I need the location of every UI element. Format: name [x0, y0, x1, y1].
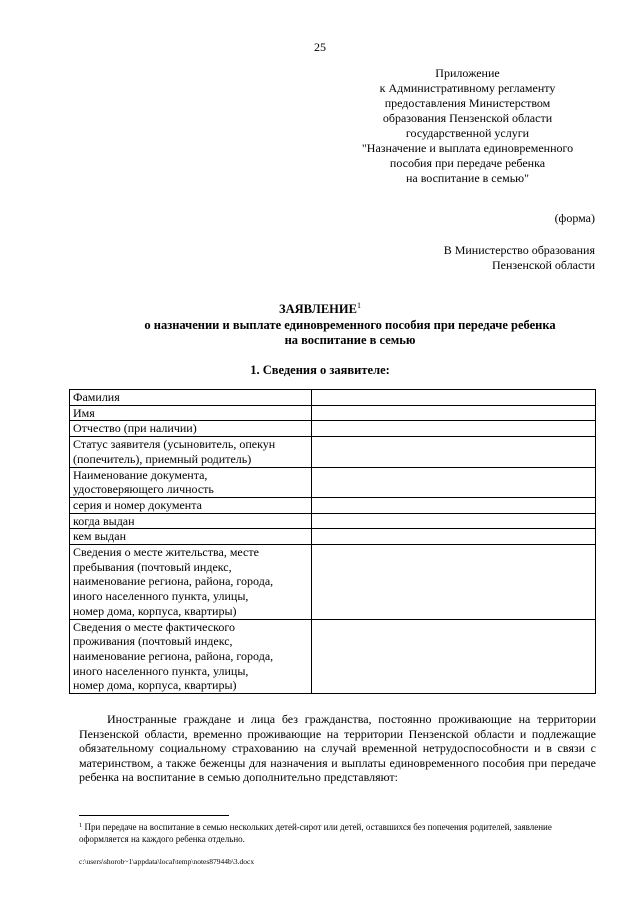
field-value-cell[interactable] [312, 405, 596, 421]
field-label-cell [70, 421, 312, 437]
field-label-cell [70, 405, 312, 421]
field-value-cell[interactable] [312, 421, 596, 437]
field-value-cell[interactable] [312, 619, 596, 694]
title-footnote-ref: 1 [356, 301, 361, 310]
appendix-block [340, 66, 595, 186]
table-row [70, 545, 596, 620]
subtitle-line: на воспитание в семью [284, 333, 416, 347]
appendix-line: образования Пензенской области [382, 111, 553, 125]
appendix-line: "Назначение и выплата единовременного [361, 141, 574, 155]
field-label-line: удостоверяющего личность [73, 482, 214, 497]
field-label-cell [70, 513, 312, 529]
field-value-cell[interactable] [312, 513, 596, 529]
table-row [70, 513, 596, 529]
field-value-cell[interactable] [312, 437, 596, 467]
appendix-line: к Административному регламенту [379, 81, 556, 95]
field-value-cell[interactable] [312, 545, 596, 620]
addressee-line: В Министерство образования [443, 243, 595, 257]
appendix-line: Приложение [435, 66, 500, 80]
addressee-block [380, 243, 595, 273]
appendix-line: предоставления Министерством [384, 96, 551, 110]
field-label-line: Фамилия [73, 390, 120, 404]
footnote-text: При передаче на воспитание в семью нескольких детей-сирот или детей, оставшихся без попечения родителей, заявление оформляется на каждого ребенка отдельно. [79, 822, 552, 844]
field-label-cell [70, 619, 312, 694]
field-label-line: наименование региона, района, города, [73, 648, 274, 663]
field-label-line: Наименование документа, [73, 467, 208, 482]
field-label-cell [70, 390, 312, 406]
field-label-cell [70, 529, 312, 545]
table-row [70, 467, 596, 497]
table-row [70, 497, 596, 513]
footnote-separator [79, 815, 229, 816]
field-label-line: серия и номер документа [73, 497, 202, 512]
field-label-cell [70, 437, 312, 467]
page-number: 25 [314, 40, 326, 54]
field-label-line: номер дома, корпуса, квартиры) [73, 678, 237, 693]
field-value-cell[interactable] [312, 467, 596, 497]
field-label-line: Отчество (при наличии) [73, 421, 197, 436]
field-label-line: наименование региона, района, города, [73, 574, 274, 589]
subtitle-line: о назначении и выплате единовременного пособия при передаче ребенка [144, 318, 556, 332]
table-row [70, 529, 596, 545]
table-row [70, 421, 596, 437]
field-label-line: Сведения о месте жительства, месте [73, 545, 259, 560]
field-label-line: проживания (почтовый индекс, [73, 634, 233, 649]
appendix-line: государственной услуги [405, 126, 530, 140]
addressee-line: Пензенской области [492, 258, 595, 272]
field-label-line: Статус заявителя (усыновитель, опекун [73, 437, 276, 452]
file-path: c:\users\shorob~1\appdata\local\temp\notes87944b\3.docx [79, 857, 255, 866]
section-title: 1. Сведения о заявителе: [250, 363, 390, 377]
footnote-mark: 1 [79, 822, 83, 829]
field-label-cell [70, 497, 312, 513]
field-label-line: когда выдан [73, 513, 135, 528]
field-value-cell[interactable] [312, 529, 596, 545]
appendix-line: на воспитание в семью" [405, 171, 530, 185]
field-value-cell[interactable] [312, 497, 596, 513]
field-label-line: пребывания (почтовый индекс, [73, 559, 232, 574]
field-label-line: Сведения о месте фактического [73, 619, 235, 634]
foreign-citizens-paragraph: Иностранные граждане и лица без гражданства, постоянно проживающие на территории Пензенской области, временно проживающие на территории Пензенской области и подлежащие обязательному социальному страхованию на случай временной нетрудоспособности и в связи с материнством, а также беженцы для назначения и выплаты единовременного пособия при передаче ребенка на воспитание в семью дополнительно представляют: [79, 712, 596, 784]
field-label-cell [70, 545, 312, 620]
table-row [70, 390, 596, 406]
title-text: ЗАЯВЛЕНИЕ [279, 302, 357, 316]
table-row [70, 619, 596, 694]
field-label-line: Имя [73, 405, 95, 420]
footnote [79, 820, 599, 845]
appendix-line: пособия при передаче ребенка [389, 156, 546, 170]
document-title [0, 301, 640, 317]
field-label-cell [70, 467, 312, 497]
field-label-line: кем выдан [73, 529, 127, 544]
table-row [70, 437, 596, 467]
field-label-line: (попечитель), приемный родитель) [73, 451, 252, 466]
document-subtitle [80, 318, 620, 348]
table-row [70, 405, 596, 421]
field-label-line: иного населенного пункта, улицы, [73, 663, 249, 678]
field-label-line: иного населенного пункта, улицы, [73, 589, 249, 604]
field-value-cell[interactable] [312, 390, 596, 406]
form-label: (форма) [554, 211, 595, 225]
field-label-line: номер дома, корпуса, квартиры) [73, 603, 237, 618]
applicant-info-table [69, 389, 596, 694]
